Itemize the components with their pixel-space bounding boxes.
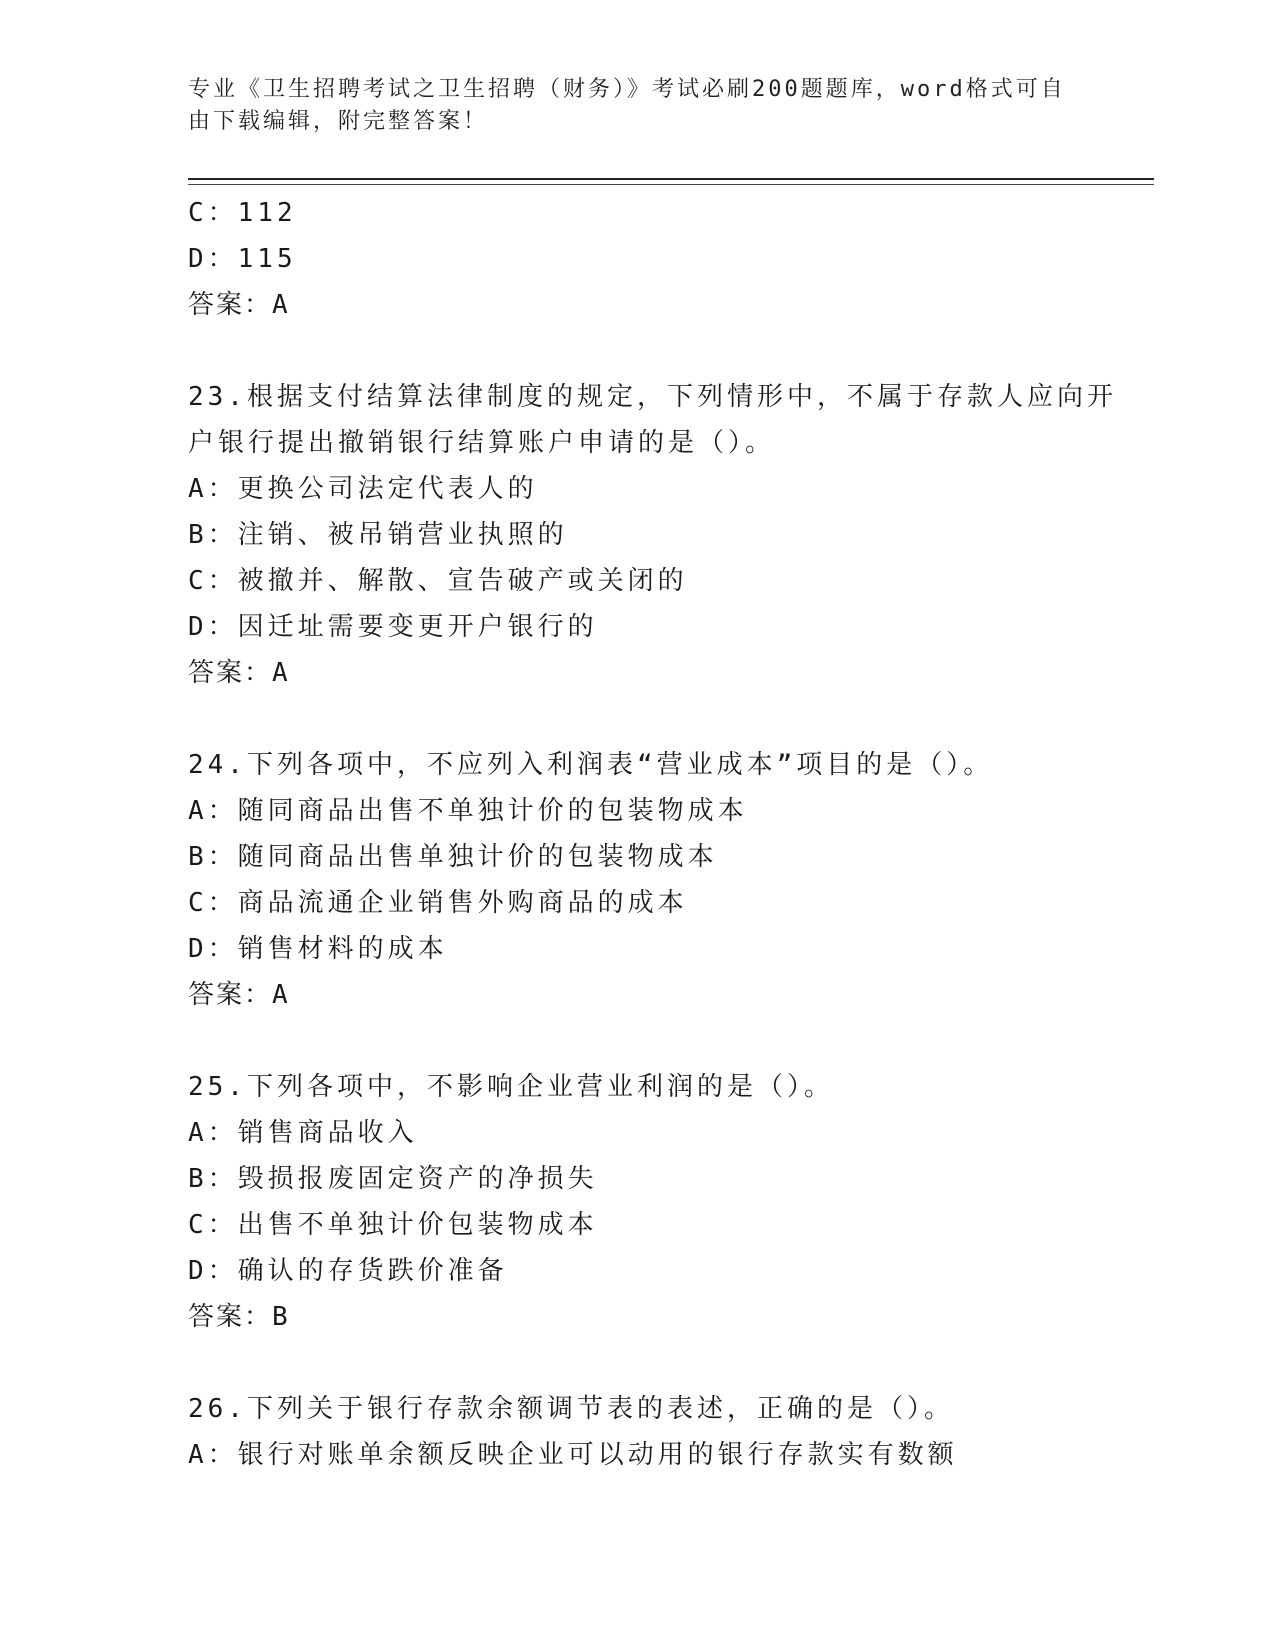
spacer <box>188 1340 1128 1386</box>
question-stem: 25.下列各项中，不影响企业营业利润的是（）。 <box>188 1072 834 1102</box>
question-22-tail <box>188 190 1128 328</box>
option-d: D：115 <box>188 244 297 274</box>
question-stem: 23.根据支付结算法律制度的规定，下列情形中，不属于存款人应向开 <box>188 382 1117 412</box>
header-line-2: 由下载编辑，附完整答案！ <box>188 109 489 134</box>
document-header <box>188 74 1068 138</box>
option-a: A：更换公司法定代表人的 <box>188 474 538 504</box>
option-c: C：被撤并、解散、宣告破产或关闭的 <box>188 566 688 596</box>
spacer <box>188 328 1128 374</box>
option-d: D：因迁址需要变更开户银行的 <box>188 612 598 642</box>
question-26 <box>188 1386 1128 1478</box>
header-line-1: 专业《卫生招聘考试之卫生招聘（财务）》考试必刷200题题库，word格式可自 <box>188 77 1066 102</box>
question-stem: 24.下列各项中，不应列入利润表“营业成本”项目的是（）。 <box>188 750 994 780</box>
option-c: C：112 <box>188 198 297 228</box>
option-b: B：随同商品出售单独计价的包装物成本 <box>188 842 718 872</box>
option-c: C：出售不单独计价包装物成本 <box>188 1210 598 1240</box>
answer: 答案：A <box>188 290 290 320</box>
header-divider-thin <box>188 184 1154 185</box>
spacer <box>188 696 1128 742</box>
question-stem: 26.下列关于银行存款余额调节表的表述，正确的是（）。 <box>188 1394 954 1424</box>
option-d: D：确认的存货跌价准备 <box>188 1256 508 1286</box>
question-25 <box>188 1064 1128 1340</box>
question-23 <box>188 374 1128 696</box>
option-a: A：随同商品出售不单独计价的包装物成本 <box>188 796 748 826</box>
option-b: B：注销、被吊销营业执照的 <box>188 520 568 550</box>
question-24 <box>188 742 1128 1018</box>
answer: 答案：B <box>188 1302 290 1332</box>
option-d: D：销售材料的成本 <box>188 934 448 964</box>
answer: 答案：A <box>188 980 290 1010</box>
header-divider-thick <box>188 178 1154 180</box>
question-stem: 户银行提出撤销银行结算账户申请的是（）。 <box>188 428 776 458</box>
option-a: A：销售商品收入 <box>188 1118 418 1148</box>
spacer <box>188 1018 1128 1064</box>
answer: 答案：A <box>188 658 290 688</box>
option-c: C：商品流通企业销售外购商品的成本 <box>188 888 688 918</box>
option-a: A：银行对账单余额反映企业可以动用的银行存款实有数额 <box>188 1440 958 1470</box>
question-list <box>188 190 1128 1478</box>
option-b: B：毁损报废固定资产的净损失 <box>188 1164 598 1194</box>
